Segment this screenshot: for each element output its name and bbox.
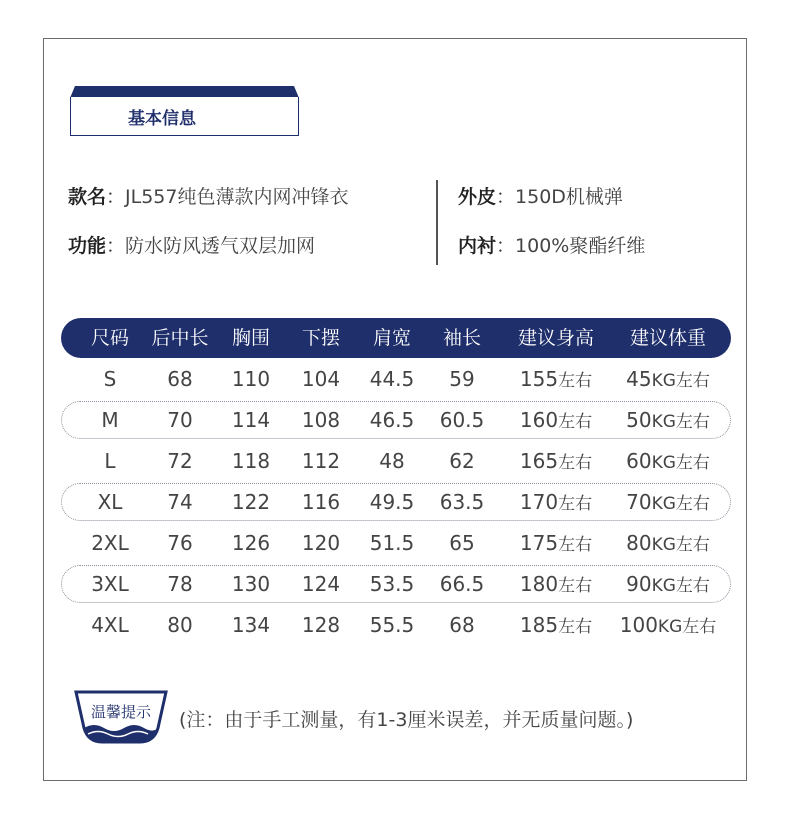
table-row [61,483,731,521]
cell-size: S [103,367,117,391]
table-row [61,524,731,562]
cell-hem: 120 [301,531,341,555]
info-sep: ： [106,235,126,257]
cell-weight [626,442,710,480]
cell-weight [626,401,710,439]
cell-height [520,606,592,644]
cell-shoulder: 44.5 [369,367,415,391]
cell-length: 68 [167,367,193,391]
cell-weight [626,483,710,521]
cell-length: 72 [167,449,193,473]
cell-length: 74 [167,490,193,514]
info-outer-label: 外皮 [458,186,497,208]
info-style [68,182,349,209]
table-row [61,360,731,398]
info-lining-value: 100%聚酯纤维 [515,235,646,257]
weight-value: 90 [626,572,652,596]
weight-value: 45 [626,367,652,391]
cell-weight [626,565,710,603]
cell-height [520,565,592,603]
height-suffix: 左右 [558,617,593,637]
cell-hem: 128 [301,613,341,637]
cell-length: 70 [167,408,193,432]
cell-shoulder: 53.5 [369,572,415,596]
info-lining [458,231,645,258]
header-shoulder: 肩宽 [372,327,412,349]
weight-suffix: 左右 [675,412,710,432]
cell-shoulder: 48 [379,449,405,473]
height-value: 175 [519,531,559,555]
height-suffix: 左右 [558,371,593,391]
weight-unit: KG [651,371,676,391]
cell-length: 80 [167,613,193,637]
header-sleeve: 袖长 [442,327,482,349]
cell-height [520,401,592,439]
table-row [61,401,731,439]
weight-suffix: 左右 [675,371,710,391]
cell-sleeve: 60.5 [439,408,485,432]
cell-chest: 110 [231,367,271,391]
cell-hem: 108 [301,408,341,432]
table-row [61,565,731,603]
cell-length: 76 [167,531,193,555]
info-divider [436,180,438,265]
cell-sleeve: 62 [449,449,475,473]
cell-weight [626,524,710,562]
header-weight: 建议体重 [629,327,707,349]
cell-size: XL [97,490,123,514]
weight-suffix: 左右 [675,494,710,514]
weight-suffix: 左右 [675,576,710,596]
size-table-header [61,318,731,358]
cell-chest: 114 [231,408,271,432]
info-lining-label: 内衬 [458,235,497,257]
height-value: 180 [519,572,559,596]
cell-sleeve: 65 [449,531,475,555]
weight-value: 60 [626,449,652,473]
header-size: 尺码 [90,327,130,349]
table-row [61,606,731,644]
info-outer [458,182,623,209]
header-height: 建议身高 [517,327,595,349]
cell-height [520,483,592,521]
weight-unit: KG [651,576,676,596]
cell-chest: 126 [231,531,271,555]
weight-unit: KG [651,535,676,555]
weight-unit: KG [651,412,676,432]
table-row [61,442,731,480]
height-value: 165 [519,449,559,473]
header-chest: 胸围 [231,327,271,349]
header-hem: 下摆 [301,327,341,349]
cell-chest: 130 [231,572,271,596]
height-value: 185 [519,613,559,637]
cell-sleeve: 68 [449,613,475,637]
info-function [68,231,315,258]
cell-hem: 104 [301,367,341,391]
tip-note: (注：由于手工测量，有1-3厘米误差，并无质量问题。) [179,709,634,731]
cell-shoulder: 49.5 [369,490,415,514]
cell-height [520,360,592,398]
weight-suffix: 左右 [682,617,717,637]
cell-hem: 116 [301,490,341,514]
info-function-label: 功能 [68,235,107,257]
weight-unit: KG [657,617,683,637]
cell-shoulder: 51.5 [369,531,415,555]
tip-badge-text: 温馨提示 [90,703,151,721]
cell-size: 4XL [91,613,129,637]
height-suffix: 左右 [558,535,593,555]
info-outer-value: 150D机械弹 [515,186,623,208]
cell-length: 78 [167,572,193,596]
height-suffix: 左右 [558,576,593,596]
info-sep: ： [496,235,516,257]
height-suffix: 左右 [558,412,593,432]
section-title: 基本信息 [128,109,196,129]
weight-value: 100 [619,613,658,637]
weight-unit: KG [651,494,676,514]
cell-size: M [101,408,119,432]
height-suffix: 左右 [558,494,593,514]
weight-value: 70 [626,490,652,514]
cell-hem: 124 [301,572,341,596]
height-value: 170 [519,490,559,514]
cell-sleeve: 66.5 [439,572,485,596]
cell-size: 3XL [91,572,129,596]
weight-suffix: 左右 [675,453,710,473]
cell-chest: 134 [231,613,271,637]
cell-height [520,442,592,480]
info-style-label: 款名 [68,186,107,208]
weight-value: 80 [626,531,652,555]
weight-value: 50 [626,408,652,432]
cell-height [520,524,592,562]
cell-hem: 112 [301,449,341,473]
info-function-value: 防水防风透气双层加网 [125,235,316,257]
cell-weight [620,606,717,644]
weight-suffix: 左右 [675,535,710,555]
cell-size: 2XL [91,531,129,555]
cell-size: L [104,449,116,473]
height-value: 155 [519,367,559,391]
cell-sleeve: 63.5 [439,490,485,514]
cell-shoulder: 46.5 [369,408,415,432]
cell-chest: 122 [231,490,271,514]
cell-sleeve: 59 [449,367,475,391]
info-sep: ： [496,186,516,208]
header-length: 后中长 [151,327,209,349]
weight-unit: KG [651,453,676,473]
cell-shoulder: 55.5 [369,613,415,637]
info-sep: ： [106,186,126,208]
cell-weight [626,360,710,398]
cell-chest: 118 [231,449,271,473]
tip-badge [72,688,170,746]
height-value: 160 [519,408,559,432]
info-style-value: JL557纯色薄款内网冲锋衣 [125,186,349,208]
height-suffix: 左右 [558,453,593,473]
